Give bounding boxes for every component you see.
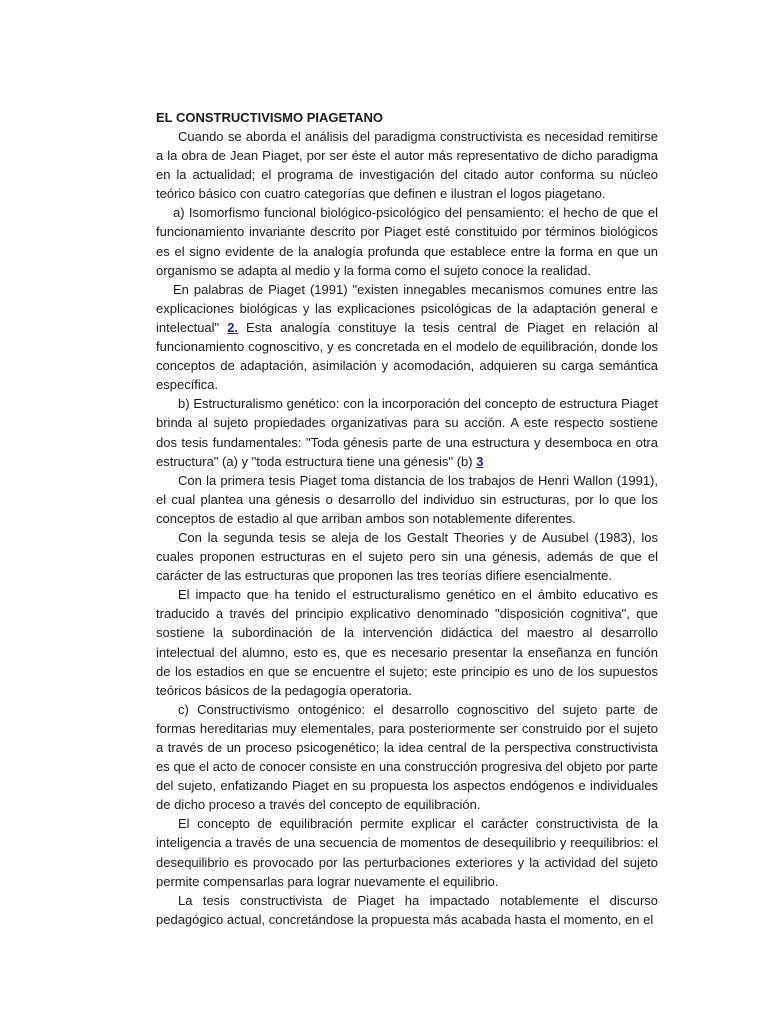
paragraph-segunda-tesis: Con la segunda tesis se aleja de los Gestalt Theories y de Ausubel (1983), los cuales proponen estructuras en el sujeto pero sin una génesis, además de que el carácter de las estructuras que proponen las tres teorías difiere esencialmente. (156, 529, 658, 584)
paragraph-constructivismo-ontogenico: c) Constructivismo ontogénico: el desarrollo cognoscitivo del sujeto parte de formas hereditarias muy elementales, para posteriormente ser construido por el sujeto a través de un proceso psicogenético; la idea central de la perspectiva constructivista es que el acto de conocer consiste en una construcción progresiva del objeto por parte del sujeto, enfatizando Piaget en su propuesta los aspectos endógenos e individuales de dicho proceso a través del concepto de equilibración. (156, 701, 658, 813)
paragraph-isomorfismo: a) Isomorfismo funcional biológico-psicológico del pensamiento: el hecho de que el funcionamiento invariante descrito por Piaget esté constituido por términos biológicos es el signo evidente de la analogía profunda que establece entre la forma en que un organismo se adapta al medio y la forma como el sujeto conoce la realidad. (156, 205, 658, 278)
footnote-link-3[interactable]: 3 (476, 453, 484, 469)
paragraph-impacto: El impacto que ha tenido el estructuralismo genético en el ámbito educativo es traducido a través del principio explicativo denominado "disposición cognitiva", que sostiene la subordinación de la intervención didáctica del maestro al desarrollo intelectual del alumno, esto es, que es necesario presentar la enseñanza en función de los estadios en que se encuentre el sujeto; este principio es uno de los supuestos teóricos básicos de la pedagogía operatoria. (156, 587, 658, 698)
paragraph-piaget-quote (156, 280, 658, 395)
paragraph-primera-tesis: Con la primera tesis Piaget toma distancia de los trabajos de Henri Wallon (1991), el cual plantea una génesis o desarrollo del individuo sin estructuras, por lo que los conceptos de estadio al que arriban ambos son notablemente diferentes. (156, 472, 658, 526)
paragraph-estructuralismo (156, 394, 658, 470)
paragraph-text: b) Estructuralismo genético: con la incorporación del concepto de estructura Piaget brinda al sujeto propiedades organizativas para su acción. A este respecto sostiene dos tesis fundamentales: "Toda génesis parte de una estructura y desemboca en otra estructura" (a) y "toda estructura tiene una génesis" (b) (156, 396, 658, 469)
paragraph-tesis-constructivista: La tesis constructivista de Piaget ha impactado notablemente el discurso pedagógico actual, concretándose la propuesta más acabada hasta el momento, en el (156, 892, 658, 927)
paragraph-text: Esta analogía constituye la tesis central de Piaget en relación al funcionamiento cognoscitivo, y es concretada en el modelo de equilibración, donde los conceptos de adaptación, asimilación y acomodación, adquieren su carga semántica específica. (156, 319, 659, 393)
paragraph-intro: Cuando se aborda el análisis del paradigma constructivista es necesidad remitirse a la obra de Jean Piaget, por ser éste el autor más representativo de dicho paradigma en la actualidad; el programa de investigación del citado autor conforma su núcleo teórico básico con cuatro categorías que definen e ilustran el logos piagetano. (156, 129, 658, 202)
footnote-link-2[interactable]: 2. (227, 319, 239, 335)
paragraph-equilibracion: El concepto de equilibración permite explicar el carácter constructivista de la inteligencia a través de una secuencia de momentos de desequilibrio y reequilibrios: el desequilibrio es provocado por las perturbaciones exteriores y la actividad del sujeto permite compensarlas para lograr nuevamente el equilibrio. (156, 816, 658, 889)
document-page (156, 108, 658, 929)
paragraph-text: En palabras de Piaget (1991) "existen innegables mecanismos comunes entre las explicaciones biológicas y las explicaciones psicológicas de la adaptación general e intelectual" (156, 281, 658, 335)
document-title: EL CONSTRUCTIVISMO PIAGETANO (156, 110, 384, 125)
